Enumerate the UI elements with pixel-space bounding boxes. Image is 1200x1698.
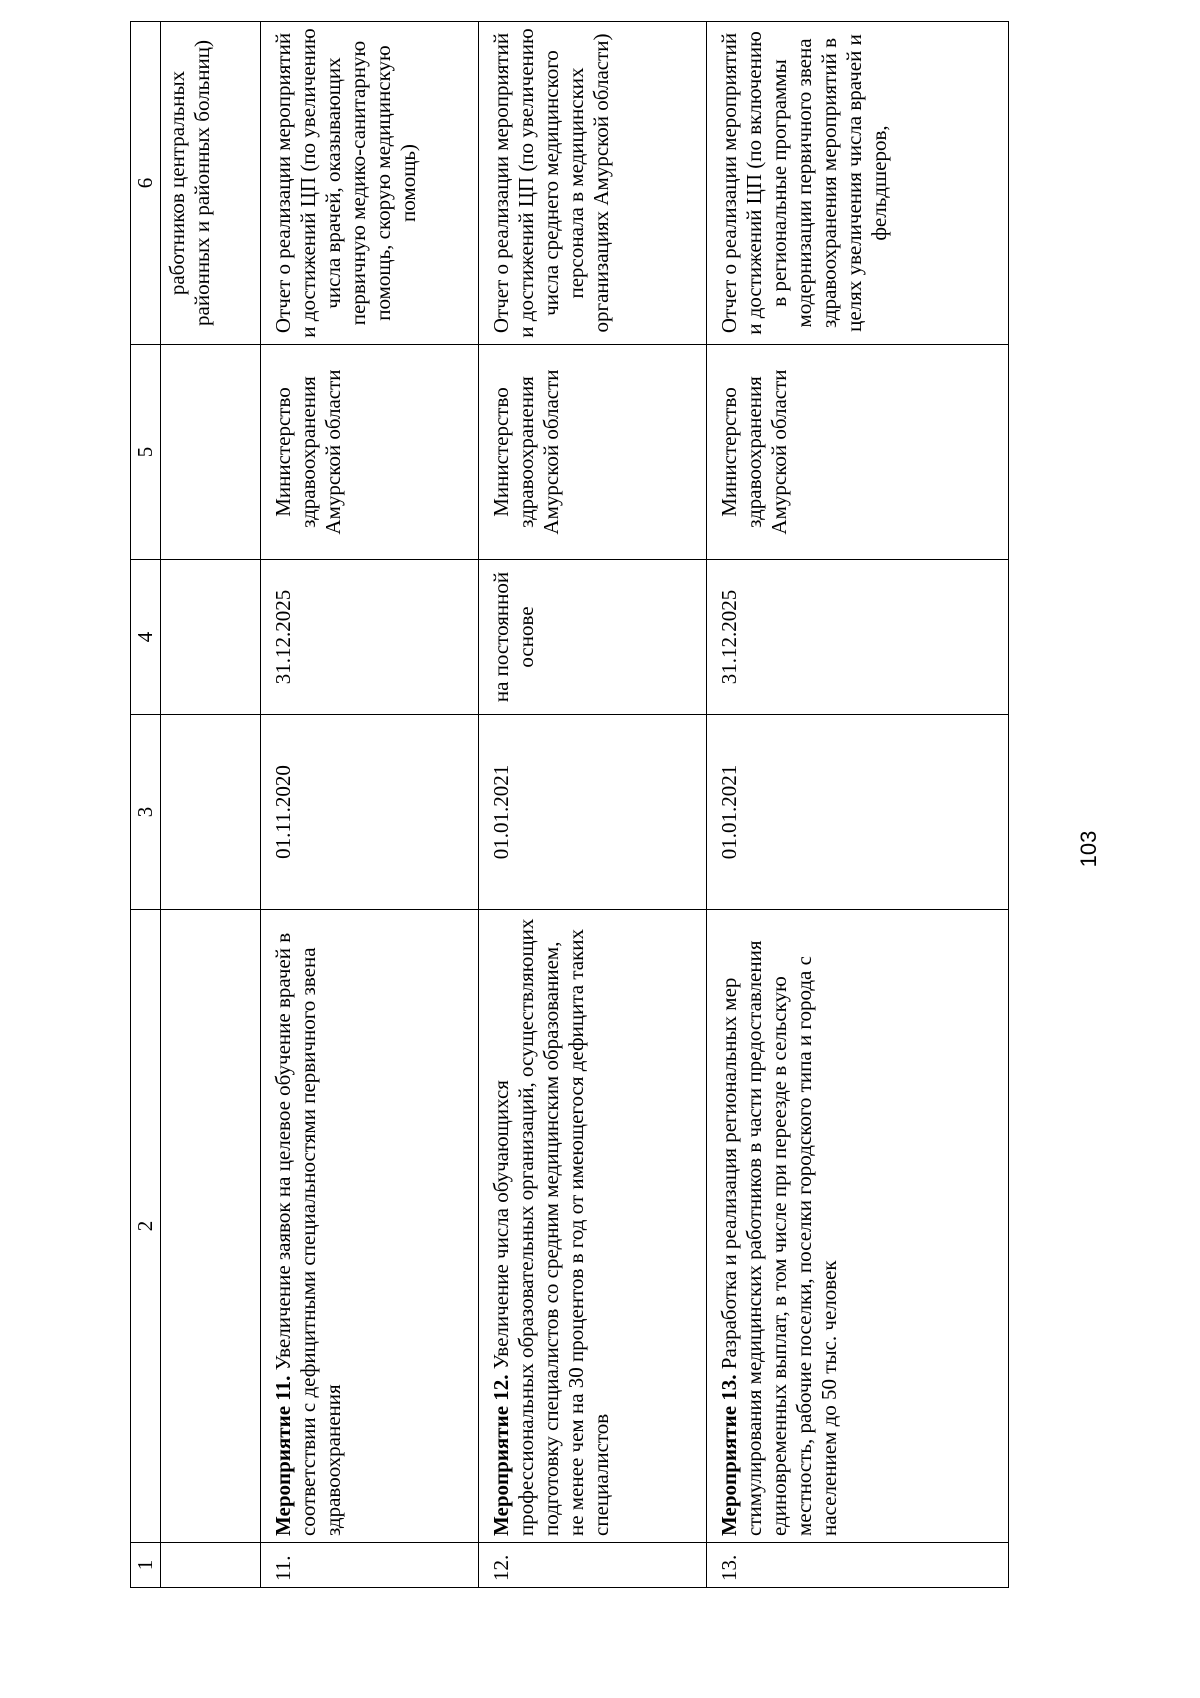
expected-result: Отчет о реализации мероприятий и достижений ЦП (по увеличению числа среднего медицинского персонала в медицинских организациях Амурской области) [479, 22, 707, 345]
table-row-12 [479, 22, 707, 1588]
cont-cell-5 [161, 345, 261, 560]
header-cell-3: 3 [131, 715, 161, 910]
header-row [131, 22, 161, 1588]
cont-cell-2 [161, 910, 261, 1543]
cont-cell-3 [161, 715, 261, 910]
header-cell-1: 1 [131, 1543, 161, 1588]
measure-text: Увеличение числа обучающихся профессиональных образовательных организаций, осуществляющих подготовку специалистов со средним медицинским образованием, не менее чем на 30 процентов в год от имеющегося дефицита таких специалистов [489, 918, 613, 1536]
row-number: 12. [479, 1543, 707, 1588]
measures-table [130, 21, 1009, 1588]
header-cell-2: 2 [131, 910, 161, 1543]
measure-title: Мероприятие 13. [717, 1374, 741, 1536]
cont-cell-1 [161, 1543, 261, 1588]
start-date: 01.11.2020 [261, 715, 479, 910]
measure-text: Разработка и реализация региональных мер стимулирования медицинских работников в части предоставления единовременных выплат, в том числе при переезде в сельскую местность, рабочие поселки, поселки городского типа и города с населением до 50 тыс. человек [717, 940, 841, 1536]
row-number: 13. [707, 1543, 1009, 1588]
cont-cell-result: работников центральных районных и районных больниц) [161, 22, 261, 345]
header-cell-4: 4 [131, 560, 161, 715]
end-date: на постоянной основе [479, 560, 707, 715]
measure-description [707, 910, 1009, 1543]
table-row-11 [261, 22, 479, 1588]
continuation-row [161, 22, 261, 1588]
row-number: 11. [261, 1543, 479, 1588]
expected-result: Отчет о реализации мероприятий и достижений ЦП (по увеличению числа врачей, оказывающих первичную медико-санитарную помощь, скорую медицинскую помощь) [261, 22, 479, 345]
start-date: 01.01.2021 [479, 715, 707, 910]
end-date: 31.12.2025 [261, 560, 479, 715]
table-row-13 [707, 22, 1009, 1588]
responsible-org: Министерство здравоохранения Амурской области [479, 345, 707, 560]
measure-title: Мероприятие 12. [489, 1374, 513, 1536]
cont-cell-4 [161, 560, 261, 715]
responsible-org: Министерство здравоохранения Амурской области [707, 345, 1009, 560]
header-cell-6: 6 [131, 22, 161, 345]
expected-result: Отчет о реализации мероприятий и достижений ЦП (по включению в региональные программы модернизации первичного звена здравоохранения мероприятий в целях увеличения числа врачей и фельдшеров, [707, 22, 1009, 345]
start-date: 01.01.2021 [707, 715, 1009, 910]
header-cell-5: 5 [131, 345, 161, 560]
measure-description [479, 910, 707, 1543]
page-number: 103 [1076, 830, 1101, 868]
measure-description [261, 910, 479, 1543]
end-date: 31.12.2025 [707, 560, 1009, 715]
measure-text: Увеличение заявок на целевое обучение врачей в соответствии с дефицитными специальностями первичного звена здравоохранения [271, 932, 345, 1536]
measure-title: Мероприятие 11. [271, 1375, 295, 1536]
responsible-org: Министерство здравоохранения Амурской области [261, 345, 479, 560]
